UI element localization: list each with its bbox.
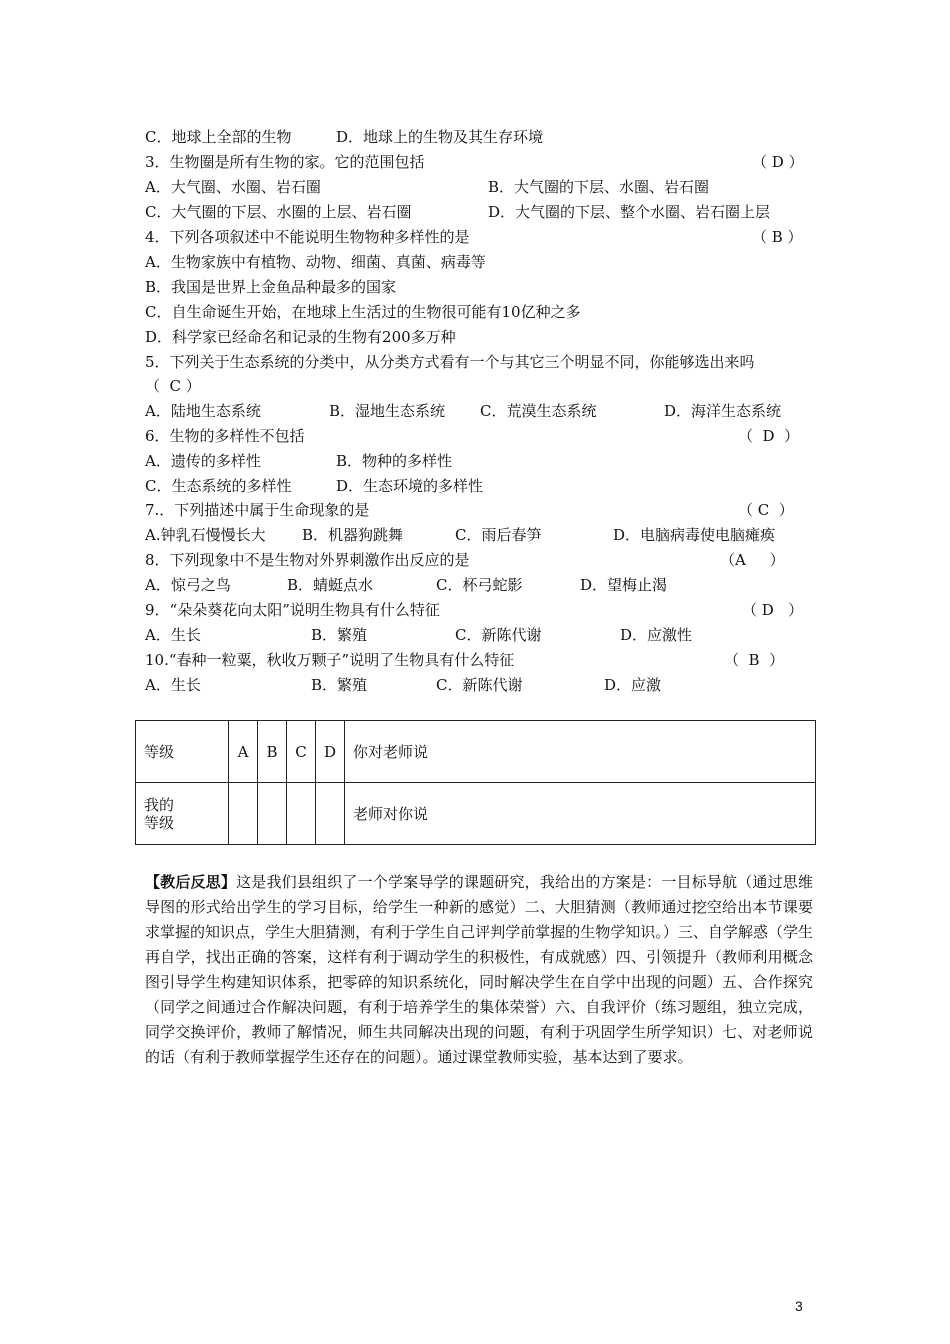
q3-option-c: C．大气圈的下层、水圈的上层、岩石圈 — [145, 203, 412, 221]
q7-option-a: A.钟乳石慢慢长大 — [145, 526, 266, 544]
q8-option-a: A．惊弓之鸟 — [145, 576, 231, 594]
question-4: 4．下列各项叙述中不能说明生物物种多样性的是 — [145, 228, 470, 246]
q5-option-b: B．湿地生态系统 — [329, 402, 446, 420]
q7-option-b: B．机器狗跳舞 — [302, 526, 404, 544]
teaching-reflection — [145, 870, 813, 1070]
q6-option-c: C．生态系统的多样性 — [145, 477, 292, 495]
question-7-answer: （ C ） — [738, 501, 794, 519]
question-5-answer: （ C ） — [145, 377, 201, 395]
q2-option-d: D．地球上的生物及其生存环境 — [336, 128, 544, 146]
grade-d-cell: D — [316, 721, 345, 783]
q6-option-a: A．遗传的多样性 — [145, 452, 261, 470]
reflection-heading: 【教后反思】 — [145, 873, 237, 891]
student-to-teacher-cell: 你对老师说 — [345, 721, 816, 783]
q5-option-a: A．陆地生态系统 — [145, 402, 261, 420]
question-3: 3．生物圈是所有生物的家。它的范围包括 — [145, 153, 425, 171]
q8-option-c: C．杯弓蛇影 — [436, 576, 523, 594]
grade-b-cell: B — [258, 721, 287, 783]
q2-option-c: C．地球上全部的生物 — [145, 128, 292, 146]
question-10: 10.“春种一粒粟，秋收万颗子”说明了生物具有什么特征 — [145, 651, 515, 669]
question-7: 7.．下列描述中属于生命现象的是 — [145, 501, 370, 519]
page-number: 3 — [795, 1298, 803, 1314]
grade-c-cell: C — [287, 721, 316, 783]
question-10-answer: （ B ） — [724, 651, 785, 669]
q5-option-d: D．海洋生态系统 — [664, 402, 782, 420]
question-9: 9．“朵朵葵花向太阳”说明生物具有什么特征 — [145, 601, 440, 619]
q4-option-a: A．生物家族中有植物、动物、细菌、真菌、病毒等 — [145, 253, 486, 271]
q9-option-d: D．应激性 — [620, 626, 693, 644]
q6-option-d: D．生态环境的多样性 — [336, 477, 484, 495]
grade-table — [135, 720, 816, 845]
q7-option-c: C．雨后春笋 — [455, 526, 542, 544]
q10-option-c: C．新陈代谢 — [436, 676, 523, 694]
grade-a-cell: A — [229, 721, 258, 783]
q9-option-b: B．繁殖 — [311, 626, 368, 644]
grade-table-row — [136, 783, 816, 845]
question-3-answer: （ D ） — [752, 153, 804, 171]
question-5: 5．下列关于生态系统的分类中，从分类方式看有一个与其它三个明显不同，你能够选出来吗 — [145, 353, 755, 371]
q10-option-d: D．应激 — [604, 676, 662, 694]
q4-option-d: D．科学家已经命名和记录的生物有200多万种 — [145, 328, 456, 346]
q9-option-c: C．新陈代谢 — [455, 626, 542, 644]
grade-table-row — [136, 721, 816, 783]
q7-option-d: D．电脑病毒使电脑瘫痪 — [613, 526, 776, 544]
question-8: 8．下列现象中不是生物对外界刺激作出反应的是 — [145, 551, 470, 569]
q4-option-c: C．自生命诞生开始，在地球上生活过的生物很可能有10亿种之多 — [145, 303, 581, 321]
question-6: 6．生物的多样性不包括 — [145, 427, 305, 445]
q5-option-c: C．荒漠生态系统 — [480, 402, 597, 420]
q3-option-b: B．大气圈的下层、水圈、岩石圈 — [488, 178, 710, 196]
grade-label-cell: 等级 — [136, 721, 229, 783]
my-grade-d-cell[interactable] — [316, 783, 345, 845]
question-4-answer: （ B ） — [752, 228, 803, 246]
teacher-to-student-cell: 老师对你说 — [345, 783, 816, 845]
question-6-answer: （ D ） — [738, 427, 800, 445]
question-8-answer: （A ） — [720, 551, 785, 569]
question-9-answer: （ D ） — [742, 601, 804, 619]
q8-option-d: D．望梅止渴 — [580, 576, 668, 594]
my-grade-a-cell[interactable] — [229, 783, 258, 845]
q9-option-a: A．生长 — [145, 626, 201, 644]
my-grade-c-cell[interactable] — [287, 783, 316, 845]
q3-option-d: D．大气圈的下层、整个水圈、岩石圈上层 — [488, 203, 771, 221]
q10-option-a: A．生长 — [145, 676, 201, 694]
q10-option-b: B．繁殖 — [311, 676, 368, 694]
q3-option-a: A．大气圈、水圈、岩石圈 — [145, 178, 321, 196]
q4-option-b: B．我国是世界上金鱼品种最多的国家 — [145, 278, 397, 296]
my-grade-b-cell[interactable] — [258, 783, 287, 845]
reflection-body: 这是我们县组织了一个学案导学的课题研究，我给出的方案是：一目标导航（通过思维导图的形式给出学生的学习目标，给学生一种新的感觉）二、大胆猜测（教师通过挖空给出本节课要求掌握的知识点，学生大胆猜测，有利于学生自己评判学前掌握的生物学知识。）三、自学解惑（学生再自学，找出正确的答案，这样有利于调动学生的积极性，有成就感）四、引领提升（教师利用概念图引导学生构建知识体系，把零碎的知识系统化，同时解决学生在自学中出现的问题）五、合作探究（同学之间通过合作解决问题，有利于培养学生的集体荣誉）六、自我评价（练习题组，独立完成，同学交换评价，教师了解情况，师生共同解决出现的问题，有利于巩固学生所学知识）七、对老师说的话（有利于教师掌握学生还存在的问题）。通过课堂教师实验，基本达到了要求。 — [145, 873, 813, 1066]
q6-option-b: B．物种的多样性 — [336, 452, 453, 470]
q8-option-b: B．蜻蜓点水 — [287, 576, 374, 594]
my-grade-label-cell: 我的 等级 — [136, 783, 229, 845]
